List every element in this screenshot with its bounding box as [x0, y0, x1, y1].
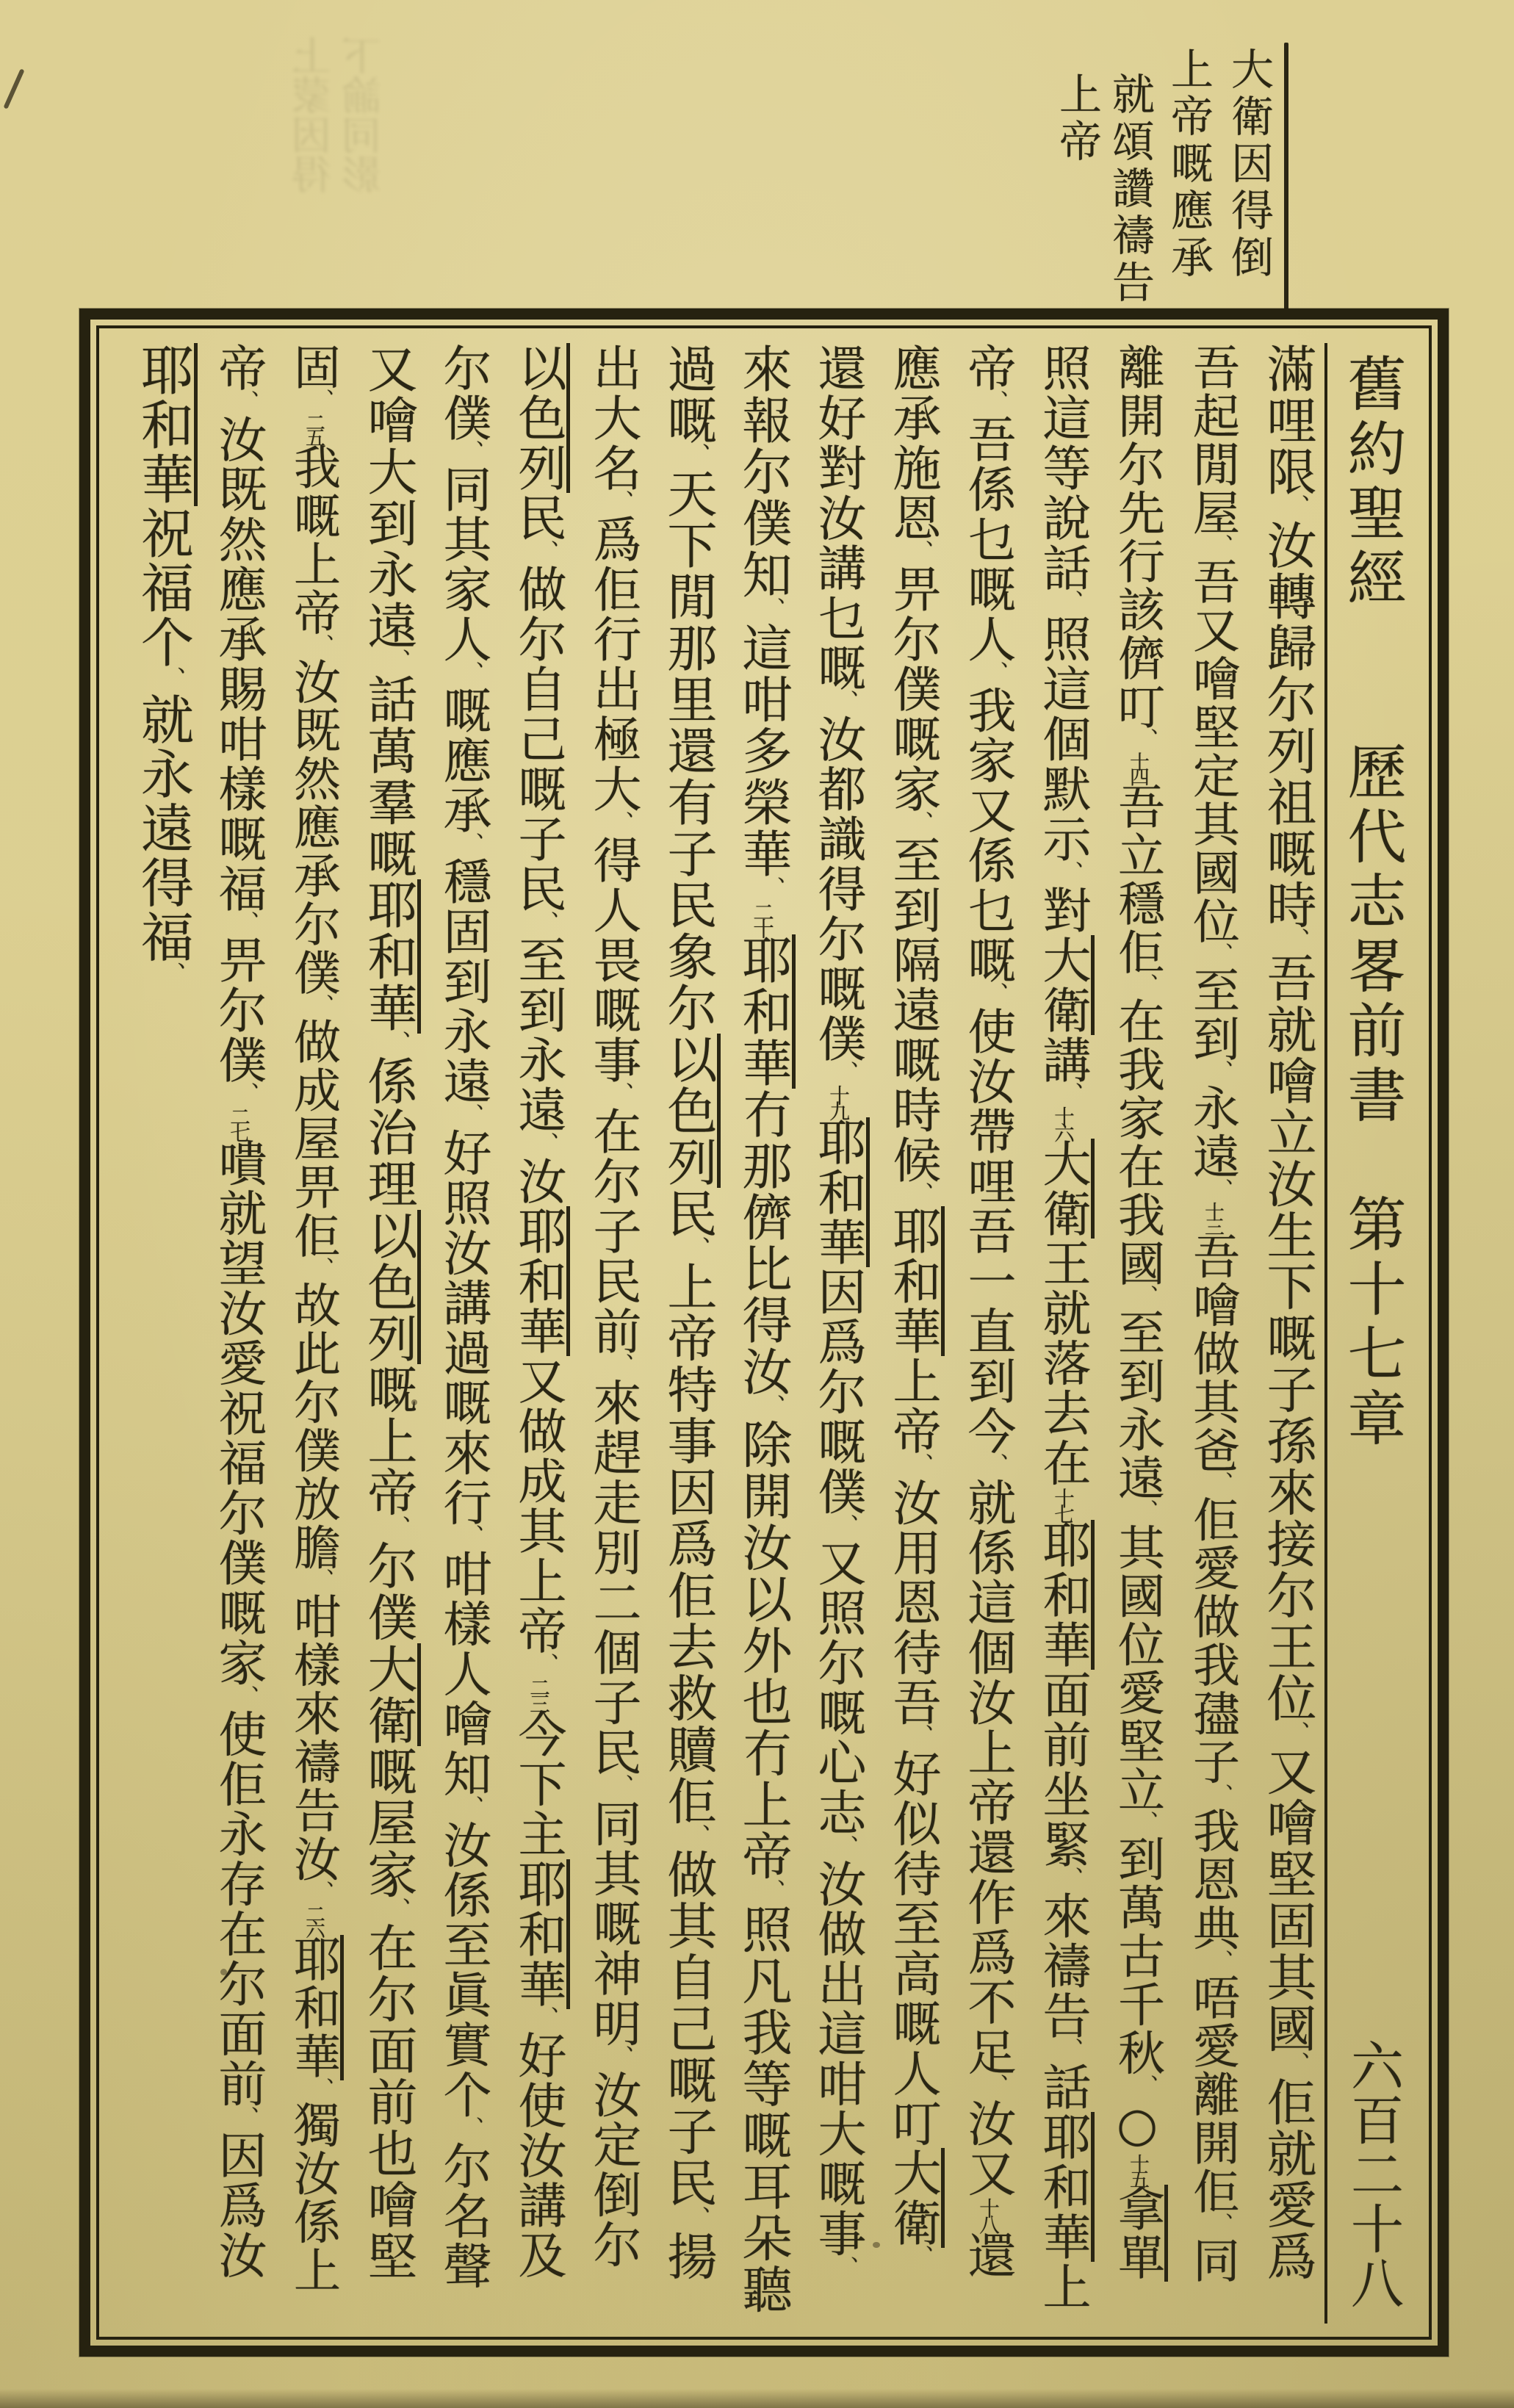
ideographic-comma: 、 [235, 390, 260, 412]
masthead-column [1324, 343, 1419, 2324]
ideographic-comma: 、 [610, 490, 635, 512]
ideographic-comma: 、 [1059, 1867, 1084, 1889]
verse-number-marker: 十七 [1050, 1488, 1075, 1521]
ideographic-comma: 、 [460, 440, 485, 462]
ideographic-comma: 、 [460, 1103, 485, 1125]
text-column-content: 應承施恩、畀尔僕嘅家、至到隔遠嘅時候、耶和華上帝、汝用恩待吾、好似待至高嘅人叮大衛、 [875, 343, 950, 2324]
proper-name: 以色列 [659, 1034, 721, 1188]
ideographic-comma: 、 [311, 389, 335, 410]
proper-name: 拿單 [1110, 2185, 1168, 2282]
text-column-content: 尔僕、同其家人、嘅應承、穩固到永遠、好照汝講過嘅來行、咁樣人噲知、汝係至眞實个、尔名聲 [435, 343, 491, 2291]
ghost-glyphs: 下諭同影 [341, 35, 387, 194]
verse-number-marker: 十三 [1201, 1201, 1224, 1233]
text-column-content: 來報尔僕知、這咁多榮華、二十耶和華冇那儕比得汝、除開汝以外也冇上帝、照凡我等嘅耳朵聽 [725, 343, 800, 2324]
proper-name: 耶和華 [510, 1859, 570, 2009]
verse-number-marker: 十六 [1050, 1106, 1075, 1139]
ideographic-comma: 、 [1210, 2212, 1234, 2234]
proper-name: 耶和華 [1034, 2112, 1095, 2262]
ideographic-comma: 、 [235, 911, 260, 933]
ideographic-comma: 、 [311, 994, 335, 1015]
ideographic-comma: 、 [1135, 1811, 1159, 1832]
text-column-content: 滿哩限、汝轉歸尔列祖嘅時、吾就噲立汝生下嘅子孫來接尔王位、又噲堅固其國、佢就愛爲 [1258, 343, 1316, 2282]
text-column-8 [725, 343, 800, 2324]
text-column-11 [500, 343, 575, 2324]
header-note-line: 上帝嘅應承 [1164, 47, 1214, 282]
ideographic-comma: 、 [385, 1030, 411, 1053]
ideographic-comma: 、 [311, 633, 335, 655]
ideographic-comma: 、 [1059, 2038, 1084, 2060]
text-column-content: 過嘅、天下閒那里還有子民象尔以色列民、上帝特事因爲佢去救贖佢、做其自己嘅子民、揚 [650, 343, 725, 2324]
text-column-3 [1100, 343, 1175, 2324]
text-column-4 [1025, 343, 1100, 2324]
ideographic-comma: 、 [610, 811, 635, 833]
proper-name: 耶和華 [510, 1206, 570, 1356]
ideographic-comma: 、 [834, 1061, 859, 1083]
ideographic-comma: 、 [909, 1182, 934, 1204]
ideographic-comma: 、 [1210, 1783, 1234, 1804]
text-column-content: 還好對汝講乜嘅、汝都識得尔嘅僕、十九耶和華因爲尔嘅僕、又照尔嘅心志、汝做出這咁大嘅事、 [800, 343, 875, 2324]
verse-number-marker: 十四 [1126, 751, 1149, 782]
ideographic-comma: 、 [1210, 942, 1234, 964]
proper-name: 耶和華 [1034, 1520, 1095, 1670]
proper-name: 耶和華 [734, 934, 796, 1089]
text-column-12 [425, 343, 500, 2324]
ideographic-comma: 、 [1135, 2074, 1159, 2095]
text-column-content: 耶和華祝福个、就永遠得福、 [126, 343, 201, 2324]
header-note-line: 就頌讚禱告 [1105, 72, 1155, 307]
ideographic-comma: 、 [834, 2255, 859, 2277]
proper-name: 以色列 [510, 343, 570, 493]
ideographic-comma: 、 [909, 811, 934, 833]
text-column-5 [950, 343, 1025, 2324]
page-frame-inner [96, 325, 1432, 2340]
ideographic-comma: 、 [1135, 1285, 1159, 1306]
ideographic-comma: 、 [311, 2077, 335, 2098]
ghost-glyphs: 上蒙因得 [291, 35, 337, 194]
ideographic-comma: 、 [311, 1568, 335, 1590]
ideographic-comma: 、 [685, 1236, 710, 1258]
ideographic-comma: 、 [760, 597, 785, 619]
ideographic-comma: 、 [1284, 2051, 1310, 2074]
verse-number-marker: 二十 [750, 901, 775, 934]
verse-number-marker: 二七 [226, 1106, 250, 1139]
ideographic-comma: 、 [909, 2245, 934, 2267]
ideographic-comma: 、 [984, 1453, 1009, 1475]
ideographic-comma: 、 [1210, 534, 1234, 555]
text-column-6 [875, 343, 950, 2324]
ideographic-comma: 、 [460, 2116, 485, 2138]
verse-number-marker: 二六 [302, 1903, 325, 1935]
text-column-10 [575, 343, 650, 2324]
proper-name: 以色列 [359, 1210, 421, 1364]
text-column-content: 又噲大到永遠、話萬羣嘅耶和華、係治理以色列嘅上帝、尔僕大衛嘅屋家、在尔面前也噲堅 [350, 343, 425, 2324]
text-column-15 [201, 343, 275, 2324]
ideographic-comma: 、 [535, 540, 560, 562]
ideographic-comma: 、 [235, 1082, 260, 1104]
proper-name: 耶和華 [359, 879, 421, 1034]
ideographic-comma: 、 [385, 649, 411, 671]
ideographic-comma: 、 [685, 2205, 710, 2228]
text-column-2 [1175, 343, 1250, 2324]
ideographic-comma: 、 [460, 832, 485, 854]
ideographic-comma: 、 [535, 2005, 560, 2027]
ideographic-comma: 、 [385, 1897, 411, 1919]
ideographic-comma: 、 [984, 2074, 1009, 2096]
proper-name: 耶和華 [286, 1935, 344, 2080]
text-column-13 [350, 343, 425, 2324]
ideographic-comma: 、 [1210, 1060, 1234, 1081]
text-column-7 [800, 343, 875, 2324]
ideographic-comma: 、 [235, 2105, 260, 2127]
text-column-content: 帝、汝既然應承賜咁樣嘅福、畀尔僕、二七嘳就望汝愛祝福尔僕嘅家、使佢永存在尔面前、因爲汝 [210, 343, 267, 2280]
proper-name: 大衛 [359, 1643, 421, 1746]
text-column-16 [126, 343, 201, 2324]
ideographic-comma: 、 [760, 876, 785, 898]
ideographic-comma: 、 [984, 390, 1009, 412]
ideographic-comma: 、 [984, 982, 1009, 1004]
ideographic-comma: 、 [760, 1394, 785, 1416]
text-column-content: 以色列民、做尔自己嘅子民、至到永遠、汝耶和華又做成其上帝、二三今下主耶和華、好使汝講及 [500, 343, 575, 2324]
ideographic-comma: 、 [610, 1774, 635, 1796]
ideographic-comma: 、 [460, 1795, 485, 1817]
proper-name: 大衛 [1034, 1139, 1095, 1239]
ideographic-comma: 、 [1210, 1471, 1234, 1493]
ideographic-comma: 、 [460, 1524, 485, 1546]
text-column-14 [275, 343, 350, 2324]
text-column-content: 照這等說話、照這個默示、對大衛講、十六大衛王就落去在十七耶和華面前坐緊、來禱告、話耶和華上 [1025, 343, 1100, 2324]
header-note-rule [1284, 43, 1288, 313]
ideographic-comma: 、 [311, 1880, 335, 1901]
ideographic-comma: 、 [1135, 1499, 1159, 1521]
header-note-line: 上帝 [1052, 72, 1102, 166]
ideographic-comma: 、 [610, 1353, 635, 1375]
text-column-content: 帝、吾係乜嘅人、我家又係乜嘅、使汝帶哩吾一直到今、就係這個汝上帝還作爲不足、汝又十八還 [959, 343, 1016, 2280]
proper-name: 耶和華 [884, 1206, 945, 1356]
verse-number-marker: 二五 [302, 412, 325, 443]
verse-number-marker: 十五 [1126, 2153, 1149, 2185]
ideographic-comma: 、 [1210, 1949, 1234, 1970]
header-note-line: 大衛因得倒 [1224, 47, 1274, 282]
ideographic-comma: 、 [1135, 728, 1159, 749]
proper-name: 大衛 [1034, 935, 1095, 1035]
ideographic-comma: 、 [984, 661, 1009, 683]
ideographic-comma: 、 [610, 2045, 635, 2067]
masthead-title: 舊約聖經 歷代志畧前書 第十七章 [1338, 353, 1406, 1452]
verse-number-marker: 十八 [976, 2198, 1000, 2230]
ideographic-comma: 、 [535, 1132, 560, 1154]
page-number: 六百二十八 [1342, 2038, 1404, 2310]
ideographic-comma: 、 [1284, 1720, 1310, 1743]
ideographic-comma: 、 [460, 661, 485, 683]
ideographic-comma: 、 [685, 443, 710, 465]
ideographic-comma: 、 [610, 1082, 635, 1104]
ideographic-comma: 、 [1210, 1178, 1234, 1199]
ideographic-comma: 、 [159, 961, 186, 985]
page-frame [79, 309, 1449, 2357]
verse-number-marker: 十九 [826, 1085, 850, 1117]
ideographic-comma: 、 [834, 1834, 859, 1856]
stray-pen-mark [3, 68, 24, 109]
proper-name: 耶和華 [132, 343, 198, 506]
text-column-9 [650, 343, 725, 2324]
ideographic-comma: 、 [834, 1513, 859, 1535]
ideographic-comma: 、 [1059, 1082, 1084, 1104]
ideographic-comma: 、 [1284, 494, 1310, 516]
ideographic-comma: 、 [685, 1823, 710, 1846]
ideographic-comma: 、 [909, 1453, 934, 1475]
ideographic-comma: 、 [159, 666, 186, 690]
ideographic-comma: 、 [834, 690, 859, 712]
ideographic-comma: 、 [1135, 973, 1159, 995]
text-column-1 [1250, 343, 1324, 2324]
proper-name: 大衛 [884, 2148, 945, 2248]
ideographic-comma: 、 [1284, 927, 1310, 950]
ideographic-comma: 、 [385, 1515, 411, 1538]
text-column-content: 固、二五我嘅上帝、汝既然應承尔僕、做成屋畀佢、故此尔僕放膽、咁樣來禱告汝、二六耶和華、獨汝係上 [275, 343, 350, 2324]
text-column-content: 離開尔先行該儕叮、十四吾立穩佢、在我家在我國、至到永遠、其國位愛堅立、到萬古千秋、○十五拿單 [1100, 343, 1175, 2324]
ideographic-comma: 、 [1059, 590, 1084, 612]
ideographic-comma: 、 [909, 1724, 934, 1746]
ideographic-comma: 、 [1059, 861, 1084, 883]
verse-number-marker: 二三 [526, 1677, 550, 1709]
text-column-content: 出大名、爲佢行出極大、得人畏嘅事、在尔子民前、來趕走別二個子民、同其嘅神明、汝定倒尔 [585, 343, 641, 2270]
ideographic-comma: 、 [311, 1257, 335, 1278]
ideographic-comma: 、 [235, 1684, 260, 1706]
ideographic-comma: 、 [535, 1653, 560, 1675]
ideographic-comma: 、 [535, 911, 560, 933]
text-column-content: 吾起閒屋、吾又噲堅定其國位、至到、永遠、十三吾噲做其爸、佢愛做我孻子、我恩典、唔愛離開佢、同 [1185, 343, 1239, 2285]
ideographic-comma: 、 [760, 1878, 785, 1901]
proper-name: 耶和華 [810, 1117, 870, 1267]
ideographic-comma: 、 [909, 540, 934, 562]
